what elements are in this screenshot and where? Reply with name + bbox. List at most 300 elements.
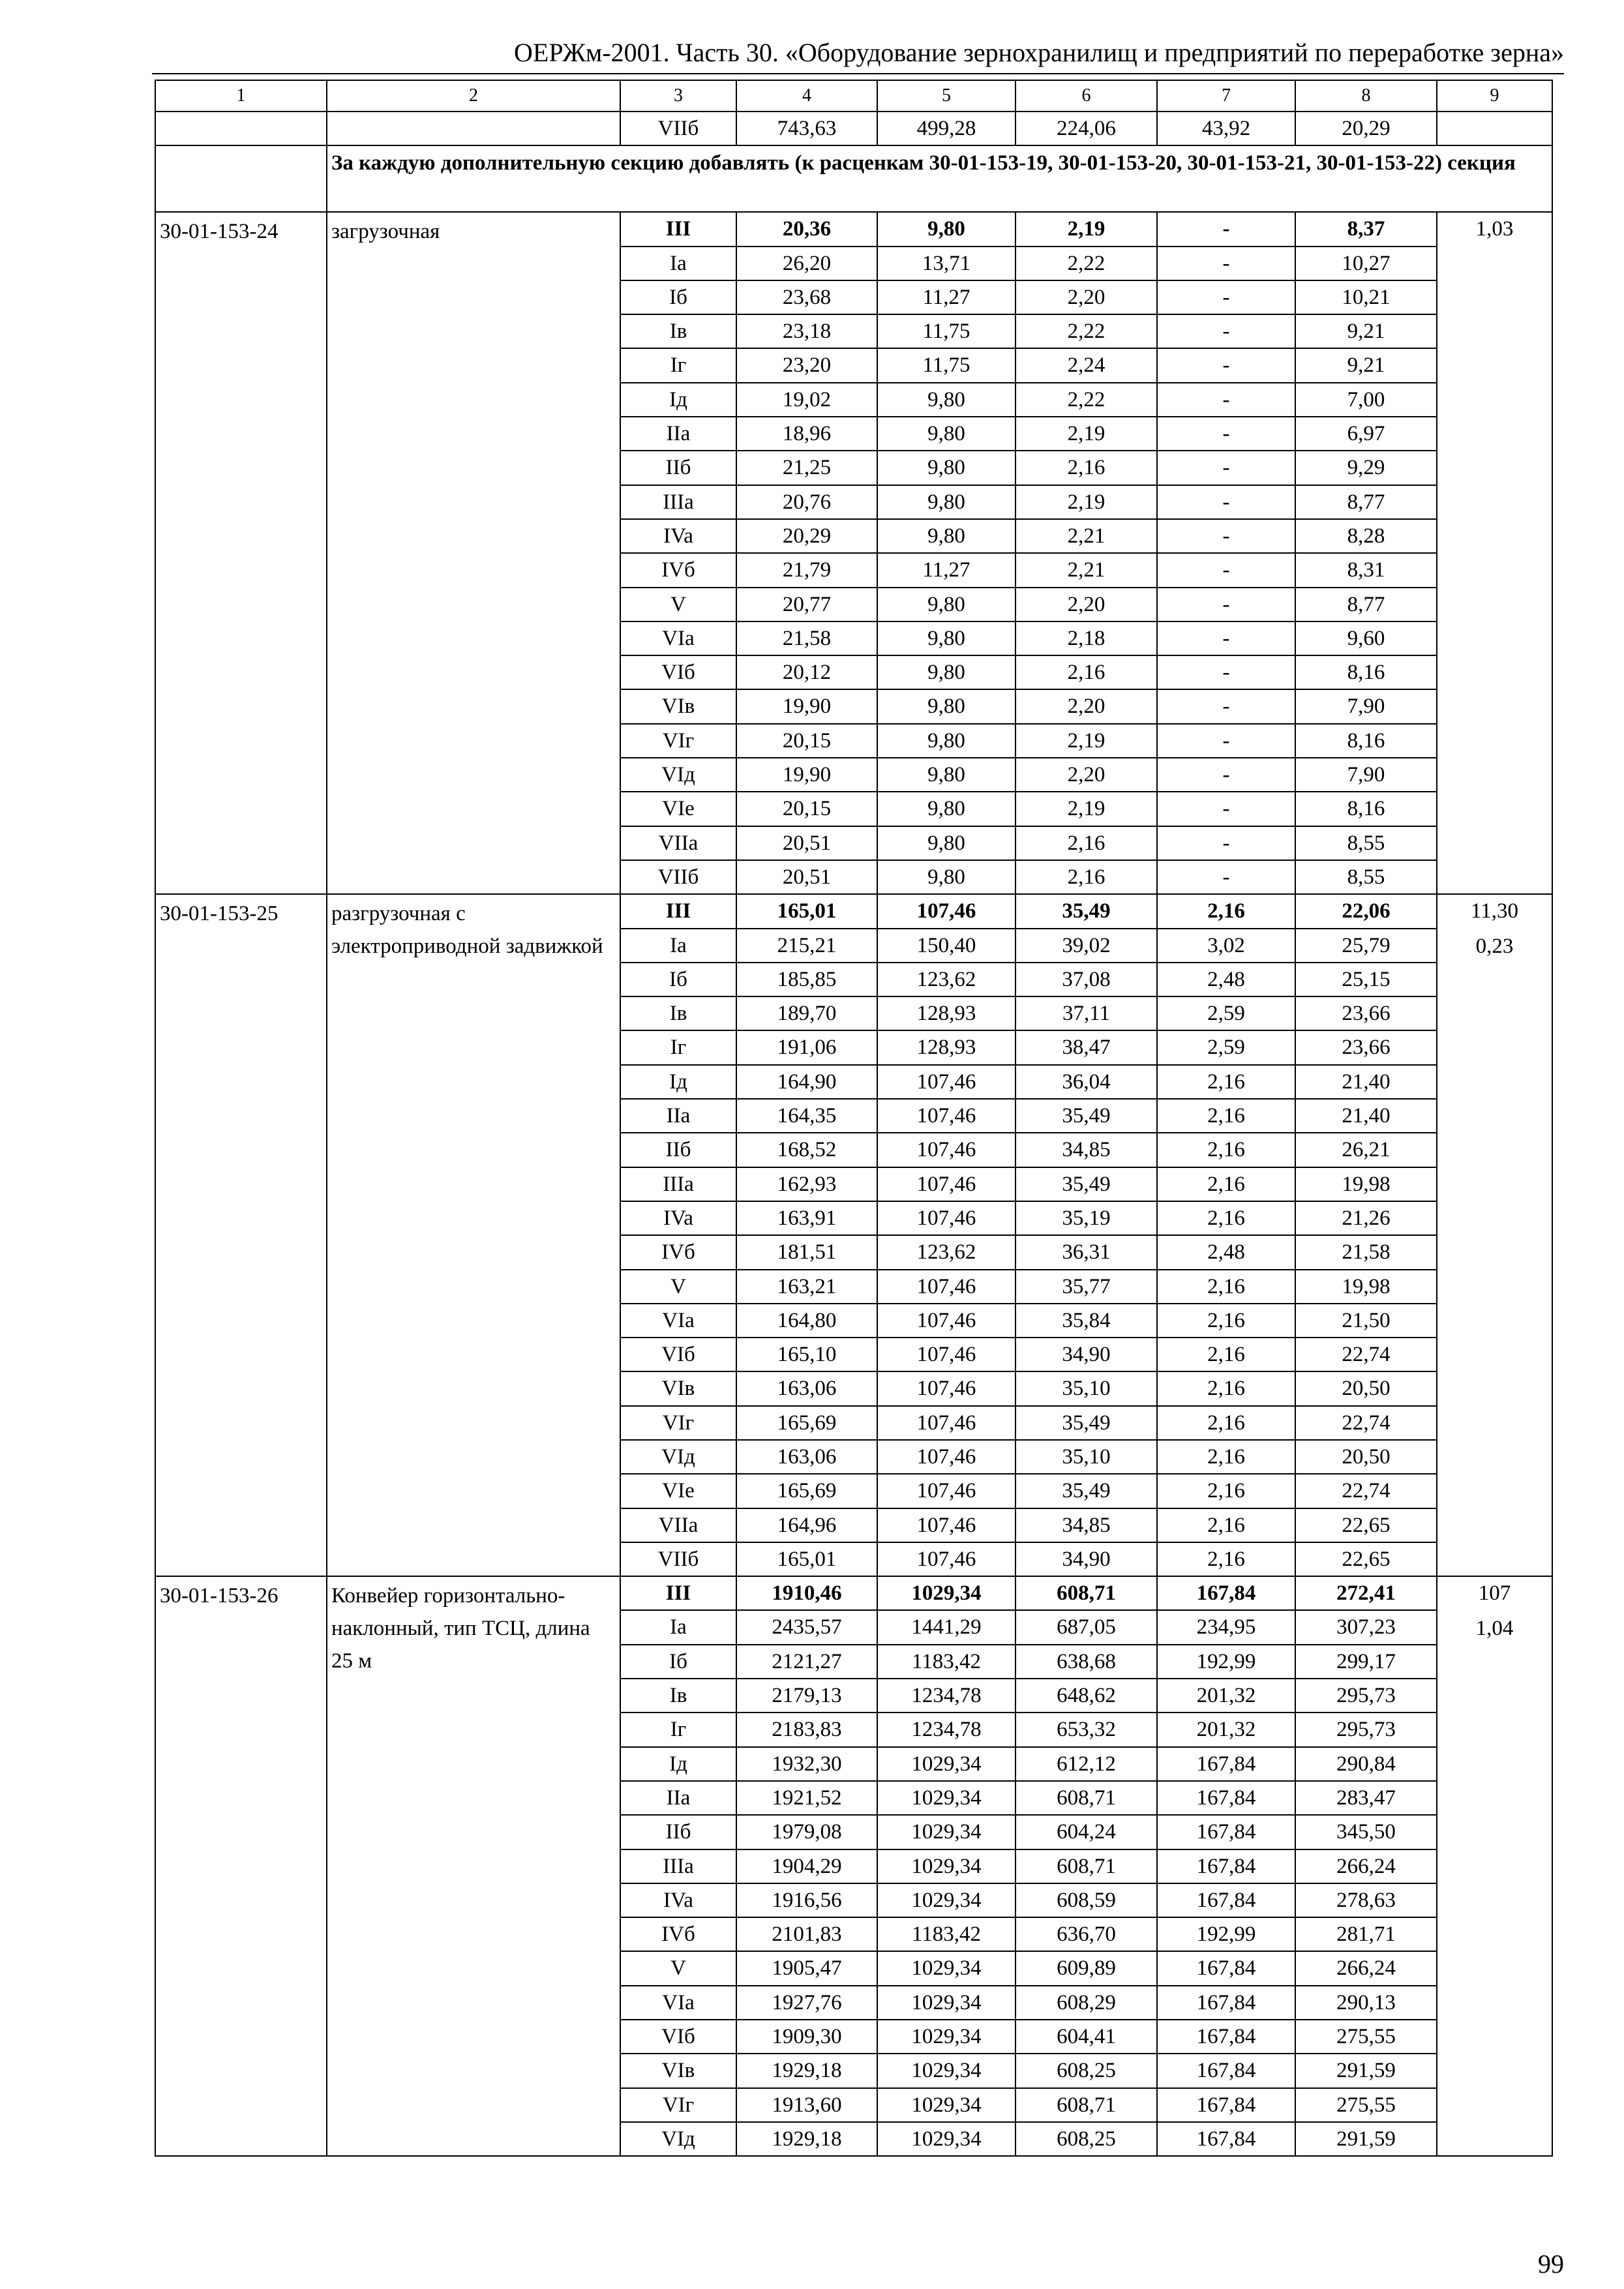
- operator-wage-cell: -: [1157, 383, 1295, 417]
- code-cell: [155, 145, 327, 212]
- column-number-cell: 9: [1437, 80, 1552, 112]
- machine-cost-cell: 2,16: [1015, 826, 1157, 860]
- machine-cost-cell: 35,49: [1015, 1406, 1157, 1440]
- materials-cost-cell: 275,55: [1295, 2020, 1437, 2054]
- machine-cost-cell: 2,18: [1015, 621, 1157, 655]
- materials-cost-cell: 22,65: [1295, 1542, 1437, 1576]
- labor-cost-cell: 107,46: [877, 1440, 1015, 1474]
- operator-wage-cell: -: [1157, 860, 1295, 894]
- labor-cost-cell: 107,46: [877, 1065, 1015, 1099]
- coefficient-cell: [1437, 894, 1552, 1576]
- labor-cost-cell: 1029,34: [877, 1815, 1015, 1849]
- total-cost-cell: 191,06: [736, 1030, 877, 1064]
- operator-wage-cell: 167,84: [1157, 1849, 1295, 1883]
- materials-cost-cell: 281,71: [1295, 1917, 1437, 1951]
- materials-cost-cell: 8,37: [1295, 212, 1437, 246]
- materials-cost-cell: 291,59: [1295, 2122, 1437, 2156]
- materials-cost-cell: 10,21: [1295, 280, 1437, 314]
- materials-cost-cell: 8,77: [1295, 485, 1437, 519]
- operator-wage-cell: 2,16: [1157, 1474, 1295, 1508]
- operator-wage-cell: -: [1157, 826, 1295, 860]
- machine-cost-cell: 608,71: [1015, 1849, 1157, 1883]
- materials-cost-cell: 299,17: [1295, 1645, 1437, 1679]
- machine-cost-cell: 37,11: [1015, 996, 1157, 1030]
- total-cost-cell: 181,51: [736, 1235, 877, 1269]
- region-cell: VIб: [620, 2020, 736, 2054]
- column-number-cell: 3: [620, 80, 736, 112]
- rate-name: загрузочная: [327, 212, 620, 894]
- machine-cost-cell: 37,08: [1015, 963, 1157, 996]
- machine-cost-cell: 638,68: [1015, 1645, 1157, 1679]
- total-cost-cell: 21,25: [736, 451, 877, 485]
- operator-wage-cell: 167,84: [1157, 2088, 1295, 2122]
- note-cell: [1437, 112, 1552, 145]
- operator-wage-cell: -: [1157, 417, 1295, 451]
- total-cost-cell: 1913,60: [736, 2088, 877, 2122]
- region-cell: VIIa: [620, 1508, 736, 1542]
- labor-cost-cell: 1029,34: [877, 1747, 1015, 1781]
- total-cost-cell: 1909,30: [736, 2020, 877, 2054]
- labor-cost-cell: 9,80: [877, 588, 1015, 621]
- region-cell: V: [620, 588, 736, 621]
- operator-wage-cell: 167,84: [1157, 2122, 1295, 2156]
- materials-cost-cell: 23,66: [1295, 996, 1437, 1030]
- total-cost-cell: 23,20: [736, 348, 877, 382]
- machine-cost-cell: 612,12: [1015, 1747, 1157, 1781]
- labor-cost-cell: 128,93: [877, 996, 1015, 1030]
- materials-cost-cell: 21,58: [1295, 1235, 1437, 1269]
- materials-cost-cell: 307,23: [1295, 1610, 1437, 1644]
- materials-cost-cell: 20,50: [1295, 1440, 1437, 1474]
- region-cell: Iг: [620, 1713, 736, 1746]
- machine-cost-cell: 604,24: [1015, 1815, 1157, 1849]
- region-cell: VIг: [620, 724, 736, 758]
- region-cell: IIIa: [620, 1849, 736, 1883]
- region-cell: VIIб: [620, 1542, 736, 1576]
- labor-cost-cell: 1029,34: [877, 1883, 1015, 1917]
- machine-cost-cell: 38,47: [1015, 1030, 1157, 1064]
- labor-cost-cell: 9,80: [877, 689, 1015, 723]
- operator-wage-cell: -: [1157, 621, 1295, 655]
- labor-cost-cell: 1441,29: [877, 1610, 1015, 1644]
- operator-wage-cell: 192,99: [1157, 1645, 1295, 1679]
- machine-cost-cell: 604,41: [1015, 2020, 1157, 2054]
- labor-cost-cell: 1029,34: [877, 2088, 1015, 2122]
- machine-cost-cell: 2,21: [1015, 553, 1157, 587]
- operator-wage-cell: 43,92: [1157, 112, 1295, 145]
- total-cost-cell: 165,69: [736, 1474, 877, 1508]
- region-cell: III: [620, 894, 736, 928]
- labor-cost-cell: 107,46: [877, 1542, 1015, 1576]
- column-number-cell: 1: [155, 80, 327, 112]
- total-cost-cell: 20,15: [736, 792, 877, 826]
- total-cost-cell: 18,96: [736, 417, 877, 451]
- region-cell: VIIб: [620, 860, 736, 894]
- labor-cost-cell: 9,80: [877, 519, 1015, 553]
- labor-cost-cell: 9,80: [877, 655, 1015, 689]
- operator-wage-cell: 167,84: [1157, 2054, 1295, 2087]
- region-cell: VIб: [620, 1338, 736, 1371]
- machine-cost-cell: 36,04: [1015, 1065, 1157, 1099]
- machine-cost-cell: 2,19: [1015, 792, 1157, 826]
- operator-wage-cell: 234,95: [1157, 1610, 1295, 1644]
- region-cell: VIa: [620, 1986, 736, 2020]
- rate-name: Конвейер горизонтально-наклонный, тип ТСЦ, длина 25 м: [327, 1576, 620, 2156]
- operator-wage-cell: 2,16: [1157, 1167, 1295, 1201]
- labor-cost-cell: 1029,34: [877, 1951, 1015, 1985]
- total-cost-cell: 164,96: [736, 1508, 877, 1542]
- labor-cost-cell: 107,46: [877, 1338, 1015, 1371]
- labor-cost-cell: 1029,34: [877, 1781, 1015, 1815]
- materials-cost-cell: 266,24: [1295, 1951, 1437, 1985]
- operator-wage-cell: 2,16: [1157, 1270, 1295, 1304]
- total-cost-cell: 20,12: [736, 655, 877, 689]
- column-number-cell: 4: [736, 80, 877, 112]
- materials-cost-cell: 278,63: [1295, 1883, 1437, 1917]
- total-cost-cell: 743,63: [736, 112, 877, 145]
- total-cost-cell: 163,91: [736, 1201, 877, 1235]
- region-cell: Iд: [620, 383, 736, 417]
- materials-cost-cell: 291,59: [1295, 2054, 1437, 2087]
- labor-cost-cell: 128,93: [877, 1030, 1015, 1064]
- materials-cost-cell: 8,55: [1295, 860, 1437, 894]
- region-cell: VIд: [620, 1440, 736, 1474]
- materials-cost-cell: 7,90: [1295, 758, 1437, 792]
- materials-cost-cell: 275,55: [1295, 2088, 1437, 2122]
- machine-cost-cell: 608,71: [1015, 1781, 1157, 1815]
- materials-cost-cell: 7,00: [1295, 383, 1437, 417]
- operator-wage-cell: 167,84: [1157, 1576, 1295, 1610]
- region-cell: IVб: [620, 1235, 736, 1269]
- operator-wage-cell: 167,84: [1157, 1986, 1295, 2020]
- operator-wage-cell: 167,84: [1157, 1883, 1295, 1917]
- machine-cost-cell: 608,25: [1015, 2122, 1157, 2156]
- total-cost-cell: 163,06: [736, 1371, 877, 1405]
- coefficient-value: 107: [1478, 1581, 1511, 1606]
- labor-cost-cell: 107,46: [877, 1099, 1015, 1133]
- machine-cost-cell: 2,20: [1015, 758, 1157, 792]
- labor-cost-cell: 9,80: [877, 451, 1015, 485]
- region-cell: Ia: [620, 929, 736, 963]
- column-number-row: [155, 80, 1552, 112]
- total-cost-cell: 21,58: [736, 621, 877, 655]
- machine-cost-cell: 2,20: [1015, 280, 1157, 314]
- operator-wage-cell: -: [1157, 280, 1295, 314]
- machine-cost-cell: 35,49: [1015, 1474, 1157, 1508]
- total-cost-cell: 163,06: [736, 1440, 877, 1474]
- operator-wage-cell: 167,84: [1157, 1951, 1295, 1985]
- total-cost-cell: 20,51: [736, 860, 877, 894]
- total-cost-cell: 21,79: [736, 553, 877, 587]
- materials-cost-cell: 295,73: [1295, 1713, 1437, 1746]
- total-cost-cell: 20,51: [736, 826, 877, 860]
- region-cell: VIб: [620, 655, 736, 689]
- operator-wage-cell: 2,16: [1157, 894, 1295, 928]
- labor-cost-cell: 1029,34: [877, 1576, 1015, 1610]
- materials-cost-cell: 290,13: [1295, 1986, 1437, 2020]
- total-cost-cell: 1979,08: [736, 1815, 877, 1849]
- materials-cost-cell: 266,24: [1295, 1849, 1437, 1883]
- labor-cost-cell: 11,27: [877, 280, 1015, 314]
- machine-cost-cell: 34,85: [1015, 1508, 1157, 1542]
- rate-code: 30-01-153-25: [155, 894, 327, 1576]
- machine-cost-cell: 35,10: [1015, 1440, 1157, 1474]
- total-cost-cell: 1927,76: [736, 1986, 877, 2020]
- labor-cost-cell: 9,80: [877, 826, 1015, 860]
- page-header-title: ОЕРЖм-2001. Часть 30. «Оборудование зернохранилищ и предприятий по переработке зерна»: [514, 38, 1564, 67]
- materials-cost-cell: 8,16: [1295, 792, 1437, 826]
- total-cost-cell: 19,02: [736, 383, 877, 417]
- total-cost-cell: 162,93: [736, 1167, 877, 1201]
- materials-cost-cell: 9,21: [1295, 314, 1437, 348]
- labor-cost-cell: 13,71: [877, 247, 1015, 280]
- operator-wage-cell: -: [1157, 553, 1295, 587]
- labor-cost-cell: 499,28: [877, 112, 1015, 145]
- table-row: [155, 1576, 1552, 1610]
- coefficient-value: 1,03: [1475, 217, 1514, 241]
- operator-wage-cell: 2,16: [1157, 1508, 1295, 1542]
- materials-cost-cell: 10,27: [1295, 247, 1437, 280]
- labor-cost-cell: 1029,34: [877, 1849, 1015, 1883]
- materials-cost-cell: 8,28: [1295, 519, 1437, 553]
- materials-cost-cell: 21,40: [1295, 1099, 1437, 1133]
- operator-wage-cell: 2,16: [1157, 1338, 1295, 1371]
- region-cell: VIв: [620, 2054, 736, 2087]
- materials-cost-cell: 25,79: [1295, 929, 1437, 963]
- materials-cost-cell: 25,15: [1295, 963, 1437, 996]
- labor-cost-cell: 9,80: [877, 383, 1015, 417]
- operator-wage-cell: -: [1157, 689, 1295, 723]
- region-cell: Iб: [620, 280, 736, 314]
- machine-cost-cell: 609,89: [1015, 1951, 1157, 1985]
- region-cell: Iд: [620, 1747, 736, 1781]
- total-cost-cell: 165,01: [736, 894, 877, 928]
- machine-cost-cell: 34,85: [1015, 1133, 1157, 1167]
- machine-cost-cell: 2,22: [1015, 314, 1157, 348]
- materials-cost-cell: 22,74: [1295, 1338, 1437, 1371]
- materials-cost-cell: 22,06: [1295, 894, 1437, 928]
- labor-cost-cell: 123,62: [877, 1235, 1015, 1269]
- operator-wage-cell: -: [1157, 247, 1295, 280]
- region-cell: VIa: [620, 621, 736, 655]
- labor-cost-cell: 9,80: [877, 792, 1015, 826]
- total-cost-cell: 2101,83: [736, 1917, 877, 1951]
- labor-cost-cell: 107,46: [877, 1304, 1015, 1338]
- labor-cost-cell: 107,46: [877, 1406, 1015, 1440]
- labor-cost-cell: 1183,42: [877, 1917, 1015, 1951]
- region-cell: III: [620, 212, 736, 246]
- total-cost-cell: 19,90: [736, 689, 877, 723]
- total-cost-cell: 26,20: [736, 247, 877, 280]
- machine-cost-cell: 687,05: [1015, 1610, 1157, 1644]
- total-cost-cell: 168,52: [736, 1133, 877, 1167]
- materials-cost-cell: 22,74: [1295, 1474, 1437, 1508]
- total-cost-cell: 2179,13: [736, 1679, 877, 1713]
- machine-cost-cell: 224,06: [1015, 112, 1157, 145]
- region-cell: V: [620, 1951, 736, 1985]
- region-cell: VIв: [620, 689, 736, 723]
- materials-cost-cell: 22,74: [1295, 1406, 1437, 1440]
- region-cell: VIд: [620, 2122, 736, 2156]
- machine-cost-cell: 608,29: [1015, 1986, 1157, 2020]
- rate-name: разгрузочная с электроприводной задвижкой: [327, 894, 620, 1576]
- operator-wage-cell: 2,16: [1157, 1133, 1295, 1167]
- materials-cost-cell: 9,21: [1295, 348, 1437, 382]
- total-cost-cell: 1921,52: [736, 1781, 877, 1815]
- region-cell: IIб: [620, 451, 736, 485]
- region-cell: VIг: [620, 2088, 736, 2122]
- coefficient-value: 1,04: [1475, 1617, 1514, 1641]
- region-cell: IVб: [620, 1917, 736, 1951]
- region-cell: IIIa: [620, 1167, 736, 1201]
- machine-cost-cell: 35,49: [1015, 894, 1157, 928]
- region-cell: IIIa: [620, 485, 736, 519]
- labor-cost-cell: 11,75: [877, 314, 1015, 348]
- total-cost-cell: 20,15: [736, 724, 877, 758]
- materials-cost-cell: 20,50: [1295, 1371, 1437, 1405]
- total-cost-cell: 20,77: [736, 588, 877, 621]
- operator-wage-cell: 2,16: [1157, 1099, 1295, 1133]
- total-cost-cell: 189,70: [736, 996, 877, 1030]
- labor-cost-cell: 123,62: [877, 963, 1015, 996]
- coefficient-cell: [1437, 1576, 1552, 2156]
- machine-cost-cell: 2,19: [1015, 724, 1157, 758]
- coefficient-value: 11,30: [1470, 899, 1519, 923]
- region-cell: VIe: [620, 792, 736, 826]
- region-cell: Ia: [620, 247, 736, 280]
- column-number-cell: 2: [327, 80, 620, 112]
- materials-cost-cell: 290,84: [1295, 1747, 1437, 1781]
- materials-cost-cell: 21,26: [1295, 1201, 1437, 1235]
- column-number-cell: 7: [1157, 80, 1295, 112]
- region-cell: Ia: [620, 1610, 736, 1644]
- labor-cost-cell: 9,80: [877, 860, 1015, 894]
- region-cell: IIa: [620, 417, 736, 451]
- machine-cost-cell: 2,22: [1015, 247, 1157, 280]
- region-cell: IVб: [620, 553, 736, 587]
- materials-cost-cell: 9,60: [1295, 621, 1437, 655]
- materials-cost-cell: 6,97: [1295, 417, 1437, 451]
- materials-cost-cell: 22,65: [1295, 1508, 1437, 1542]
- labor-cost-cell: 1183,42: [877, 1645, 1015, 1679]
- coefficient-value: 0,23: [1475, 935, 1514, 959]
- total-cost-cell: 165,10: [736, 1338, 877, 1371]
- region-cell: VIa: [620, 1304, 736, 1338]
- machine-cost-cell: 35,19: [1015, 1201, 1157, 1235]
- operator-wage-cell: -: [1157, 724, 1295, 758]
- machine-cost-cell: 2,16: [1015, 860, 1157, 894]
- operator-wage-cell: -: [1157, 519, 1295, 553]
- region-cell: IIб: [620, 1815, 736, 1849]
- labor-cost-cell: 1029,34: [877, 1986, 1015, 2020]
- materials-cost-cell: 8,77: [1295, 588, 1437, 621]
- machine-cost-cell: 2,24: [1015, 348, 1157, 382]
- operator-wage-cell: -: [1157, 212, 1295, 246]
- rate-code: 30-01-153-26: [155, 1576, 327, 2156]
- operator-wage-cell: 2,16: [1157, 1542, 1295, 1576]
- operator-wage-cell: 2,16: [1157, 1065, 1295, 1099]
- labor-cost-cell: 107,46: [877, 1201, 1015, 1235]
- machine-cost-cell: 34,90: [1015, 1542, 1157, 1576]
- materials-cost-cell: 26,21: [1295, 1133, 1437, 1167]
- operator-wage-cell: 2,16: [1157, 1304, 1295, 1338]
- region-cell: IIa: [620, 1099, 736, 1133]
- labor-cost-cell: 11,75: [877, 348, 1015, 382]
- labor-cost-cell: 107,46: [877, 1167, 1015, 1201]
- region-cell: IIa: [620, 1781, 736, 1815]
- region-cell: VIв: [620, 1371, 736, 1405]
- machine-cost-cell: 608,71: [1015, 1576, 1157, 1610]
- labor-cost-cell: 107,46: [877, 1371, 1015, 1405]
- machine-cost-cell: 608,25: [1015, 2054, 1157, 2087]
- machine-cost-cell: 35,84: [1015, 1304, 1157, 1338]
- column-number-cell: 6: [1015, 80, 1157, 112]
- labor-cost-cell: 1029,34: [877, 2054, 1015, 2087]
- machine-cost-cell: 36,31: [1015, 1235, 1157, 1269]
- machine-cost-cell: 2,19: [1015, 212, 1157, 246]
- total-cost-cell: 215,21: [736, 929, 877, 963]
- labor-cost-cell: 9,80: [877, 485, 1015, 519]
- operator-wage-cell: -: [1157, 348, 1295, 382]
- region-cell: IIб: [620, 1133, 736, 1167]
- labor-cost-cell: 11,27: [877, 553, 1015, 587]
- region-cell: Iв: [620, 1679, 736, 1713]
- operator-wage-cell: -: [1157, 314, 1295, 348]
- total-cost-cell: 20,76: [736, 485, 877, 519]
- operator-wage-cell: -: [1157, 792, 1295, 826]
- operator-wage-cell: 167,84: [1157, 1781, 1295, 1815]
- operator-wage-cell: 167,84: [1157, 1747, 1295, 1781]
- total-cost-cell: 1910,46: [736, 1576, 877, 1610]
- machine-cost-cell: 35,49: [1015, 1167, 1157, 1201]
- machine-cost-cell: 35,49: [1015, 1099, 1157, 1133]
- materials-cost-cell: 21,50: [1295, 1304, 1437, 1338]
- region-cell: IVa: [620, 1883, 736, 1917]
- region-cell: Iв: [620, 314, 736, 348]
- section-note: За каждую дополнительную секцию добавлять (к расценкам 30-01-153-19, 30-01-153-20, 30-01-153-21, 30-01-153-22) секция: [327, 145, 1552, 212]
- total-cost-cell: 163,21: [736, 1270, 877, 1304]
- coefficient-cell: [1437, 212, 1552, 894]
- region-cell: Iг: [620, 1030, 736, 1064]
- total-cost-cell: 2121,27: [736, 1645, 877, 1679]
- total-cost-cell: 2435,57: [736, 1610, 877, 1644]
- operator-wage-cell: -: [1157, 655, 1295, 689]
- total-cost-cell: 1929,18: [736, 2122, 877, 2156]
- page-number: 99: [1538, 2249, 1564, 2279]
- region-cell: Iб: [620, 1645, 736, 1679]
- operator-wage-cell: 167,84: [1157, 1815, 1295, 1849]
- machine-cost-cell: 636,70: [1015, 1917, 1157, 1951]
- machine-cost-cell: 34,90: [1015, 1338, 1157, 1371]
- total-cost-cell: 165,01: [736, 1542, 877, 1576]
- operator-wage-cell: 3,02: [1157, 929, 1295, 963]
- labor-cost-cell: 150,40: [877, 929, 1015, 963]
- region-cell: VIIa: [620, 826, 736, 860]
- region-cell: Iв: [620, 996, 736, 1030]
- total-cost-cell: 1904,29: [736, 1849, 877, 1883]
- total-cost-cell: 23,68: [736, 280, 877, 314]
- operator-wage-cell: 201,32: [1157, 1713, 1295, 1746]
- labor-cost-cell: 9,80: [877, 758, 1015, 792]
- materials-cost-cell: 21,40: [1295, 1065, 1437, 1099]
- materials-cost-cell: 345,50: [1295, 1815, 1437, 1849]
- total-cost-cell: 20,36: [736, 212, 877, 246]
- machine-cost-cell: 35,77: [1015, 1270, 1157, 1304]
- region-cell: Iд: [620, 1065, 736, 1099]
- materials-cost-cell: 8,31: [1295, 553, 1437, 587]
- labor-cost-cell: 107,46: [877, 1474, 1015, 1508]
- materials-cost-cell: 8,16: [1295, 655, 1437, 689]
